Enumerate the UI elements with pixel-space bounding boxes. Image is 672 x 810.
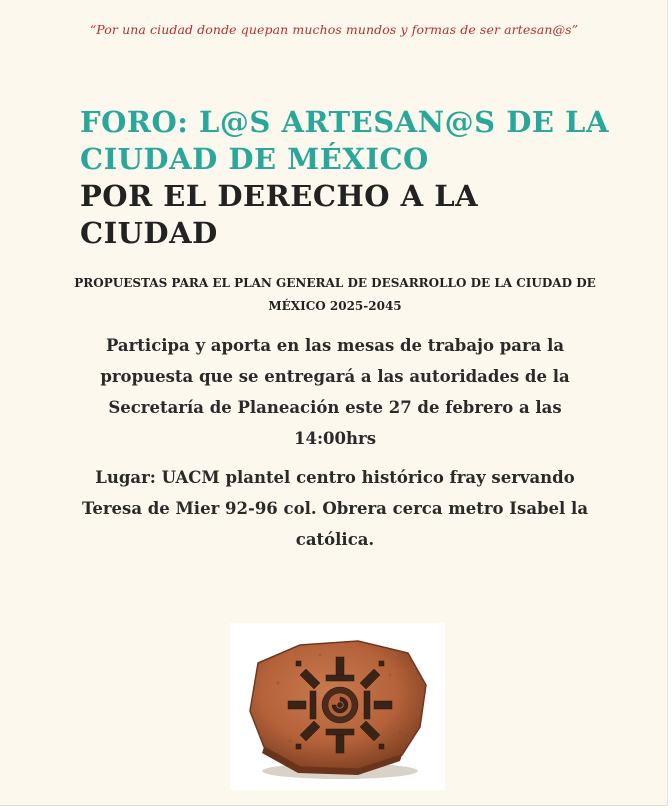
hunab-ku-stone-icon (230, 623, 445, 790)
page-title (80, 104, 640, 252)
quote-text: “Por una ciudad donde quepan muchos mundos y formas de ser artesan@s” (89, 22, 579, 37)
title-line-right: POR EL DERECHO A LA CIUDAD (80, 179, 479, 250)
location-text: Lugar: UACM plantel centro histórico fray servando Teresa de Mier 92-96 col. Obrera cerca metro Isabel la católica. (81, 468, 589, 549)
invitation-text: Participa y aporta en las mesas de trabajo para la propuesta que se entregará a las autoridades de la Secretaría de Planeación este 27 de febrero a las 14:00hrs (100, 336, 570, 448)
stone-image (230, 623, 445, 790)
subtitle: PROPUESTAS PARA EL PLAN GENERAL DE DESARROLLO DE LA CIUDAD DE MÉXICO 2025-2045 (74, 276, 596, 313)
title-line-forum: FORO: L@S ARTESAN@S DE LA CIUDAD DE MÉXICO (80, 105, 609, 176)
